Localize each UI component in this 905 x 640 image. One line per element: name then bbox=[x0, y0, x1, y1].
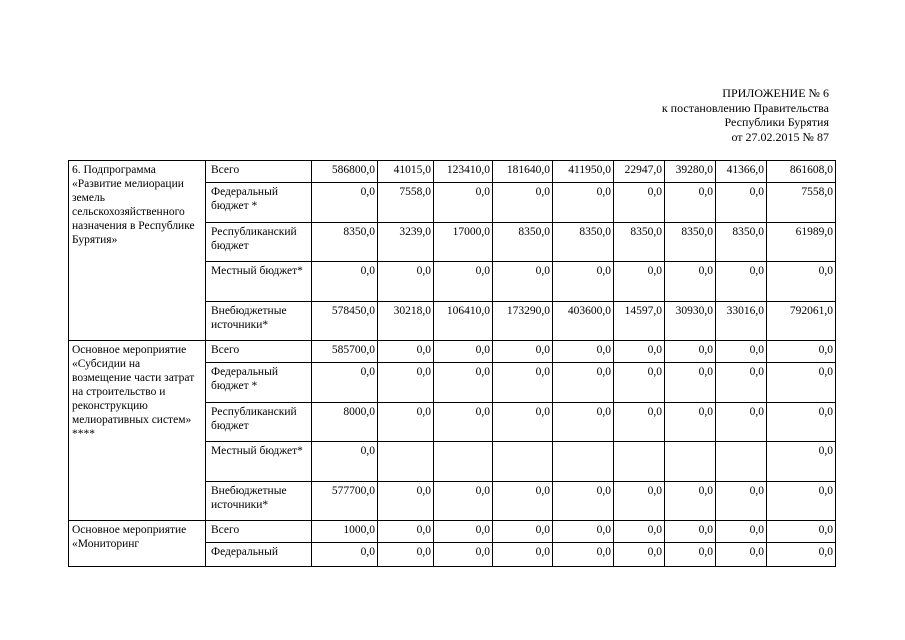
table-row bbox=[69, 161, 836, 183]
amount-cell: 0,0 bbox=[767, 521, 836, 543]
amount-cell: 41015,0 bbox=[378, 161, 434, 183]
amount-cell: 17000,0 bbox=[434, 223, 493, 262]
amount-cell: 3239,0 bbox=[378, 223, 434, 262]
amount-cell: 0,0 bbox=[614, 363, 665, 403]
amount-cell: 0,0 bbox=[614, 543, 665, 567]
amount-cell: 14597,0 bbox=[614, 302, 665, 341]
amount-cell: 0,0 bbox=[716, 403, 767, 442]
amount-cell: 0,0 bbox=[553, 482, 614, 521]
amount-cell: 22947,0 bbox=[614, 161, 665, 183]
amount-cell: 0,0 bbox=[312, 262, 378, 302]
amount-cell: 0,0 bbox=[767, 482, 836, 521]
amount-cell: 8350,0 bbox=[614, 223, 665, 262]
amount-cell: 0,0 bbox=[716, 521, 767, 543]
amount-cell: 0,0 bbox=[716, 482, 767, 521]
amount-cell: 0,0 bbox=[716, 363, 767, 403]
appendix-title: ПРИЛОЖЕНИЕ № 6 bbox=[722, 86, 829, 100]
amount-cell: 8350,0 bbox=[493, 223, 553, 262]
amount-cell: 861608,0 bbox=[767, 161, 836, 183]
amount-cell: 0,0 bbox=[493, 543, 553, 567]
amount-cell: 8350,0 bbox=[312, 223, 378, 262]
amount-cell: 0,0 bbox=[716, 543, 767, 567]
amount-cell: 0,0 bbox=[553, 521, 614, 543]
amount-cell: 0,0 bbox=[493, 341, 553, 363]
amount-cell: 0,0 bbox=[434, 363, 493, 403]
amount-cell: 61989,0 bbox=[767, 223, 836, 262]
amount-cell bbox=[493, 442, 553, 482]
amount-cell: 8000,0 bbox=[312, 403, 378, 442]
amount-cell bbox=[434, 442, 493, 482]
amount-cell bbox=[614, 442, 665, 482]
amount-cell: 585700,0 bbox=[312, 341, 378, 363]
amount-cell: 0,0 bbox=[434, 482, 493, 521]
amount-cell: 1000,0 bbox=[312, 521, 378, 543]
amount-cell: 0,0 bbox=[614, 482, 665, 521]
amount-cell: 0,0 bbox=[434, 183, 493, 223]
amount-cell: 0,0 bbox=[553, 341, 614, 363]
amount-cell: 0,0 bbox=[493, 262, 553, 302]
amount-cell: 577700,0 bbox=[312, 482, 378, 521]
budget-table bbox=[68, 160, 836, 567]
amount-cell: 0,0 bbox=[312, 543, 378, 567]
amount-cell: 0,0 bbox=[493, 521, 553, 543]
amount-cell: 0,0 bbox=[378, 363, 434, 403]
amount-cell: 0,0 bbox=[553, 403, 614, 442]
amount-cell: 0,0 bbox=[716, 262, 767, 302]
funding-source: Федеральный bbox=[206, 543, 312, 567]
program-name: Основное мероприятие «Мониторинг bbox=[69, 521, 206, 567]
amount-cell: 7558,0 bbox=[378, 183, 434, 223]
funding-source: Внебюджетные источники* bbox=[206, 302, 312, 341]
amount-cell: 0,0 bbox=[312, 442, 378, 482]
amount-cell: 403600,0 bbox=[553, 302, 614, 341]
amount-cell: 181640,0 bbox=[493, 161, 553, 183]
funding-source: Всего bbox=[206, 521, 312, 543]
amount-cell: 0,0 bbox=[493, 403, 553, 442]
amount-cell: 0,0 bbox=[767, 442, 836, 482]
amount-cell: 106410,0 bbox=[434, 302, 493, 341]
amount-cell: 0,0 bbox=[378, 341, 434, 363]
table-row bbox=[69, 521, 836, 543]
program-name: Основное мероприятие «Субсидии на возмещение части затрат на строительство и реконструкцию мелиоративных систем» **** bbox=[69, 341, 206, 521]
amount-cell: 0,0 bbox=[665, 403, 716, 442]
amount-cell: 792061,0 bbox=[767, 302, 836, 341]
amount-cell: 0,0 bbox=[553, 543, 614, 567]
amount-cell: 0,0 bbox=[716, 341, 767, 363]
amount-cell: 0,0 bbox=[553, 363, 614, 403]
amount-cell bbox=[553, 442, 614, 482]
amount-cell: 173290,0 bbox=[493, 302, 553, 341]
funding-source: Всего bbox=[206, 161, 312, 183]
amount-cell: 0,0 bbox=[767, 403, 836, 442]
funding-source: Республиканский бюджет bbox=[206, 403, 312, 442]
amount-cell: 0,0 bbox=[378, 543, 434, 567]
amount-cell: 0,0 bbox=[378, 403, 434, 442]
amount-cell: 0,0 bbox=[665, 183, 716, 223]
amount-cell: 8350,0 bbox=[553, 223, 614, 262]
amount-cell: 0,0 bbox=[312, 183, 378, 223]
amount-cell: 0,0 bbox=[614, 183, 665, 223]
funding-source: Всего bbox=[206, 341, 312, 363]
amount-cell: 0,0 bbox=[614, 341, 665, 363]
amount-cell: 33016,0 bbox=[716, 302, 767, 341]
funding-source: Местный бюджет* bbox=[206, 262, 312, 302]
amount-cell: 0,0 bbox=[434, 262, 493, 302]
appendix-header bbox=[662, 86, 829, 144]
amount-cell: 0,0 bbox=[665, 262, 716, 302]
amount-cell: 0,0 bbox=[434, 341, 493, 363]
amount-cell: 0,0 bbox=[493, 482, 553, 521]
table-row bbox=[69, 341, 836, 363]
amount-cell: 0,0 bbox=[614, 262, 665, 302]
funding-source: Местный бюджет* bbox=[206, 442, 312, 482]
amount-cell bbox=[665, 442, 716, 482]
funding-source: Федеральный бюджет * bbox=[206, 183, 312, 223]
amount-cell: 0,0 bbox=[665, 543, 716, 567]
amount-cell: 0,0 bbox=[434, 543, 493, 567]
amount-cell: 0,0 bbox=[614, 403, 665, 442]
amount-cell: 0,0 bbox=[434, 521, 493, 543]
amount-cell: 0,0 bbox=[434, 403, 493, 442]
amount-cell: 586800,0 bbox=[312, 161, 378, 183]
funding-source: Республиканский бюджет bbox=[206, 223, 312, 262]
amount-cell: 578450,0 bbox=[312, 302, 378, 341]
amount-cell bbox=[716, 442, 767, 482]
amount-cell: 0,0 bbox=[665, 363, 716, 403]
appendix-line-3: Республики Бурятия bbox=[724, 115, 829, 129]
amount-cell: 8350,0 bbox=[665, 223, 716, 262]
amount-cell: 7558,0 bbox=[767, 183, 836, 223]
appendix-line-4: от 27.02.2015 № 87 bbox=[731, 129, 829, 144]
amount-cell: 0,0 bbox=[767, 262, 836, 302]
amount-cell: 0,0 bbox=[614, 521, 665, 543]
funding-source: Федеральный бюджет * bbox=[206, 363, 312, 403]
amount-cell: 8350,0 bbox=[716, 223, 767, 262]
amount-cell: 0,0 bbox=[767, 363, 836, 403]
amount-cell bbox=[378, 442, 434, 482]
amount-cell: 0,0 bbox=[493, 363, 553, 403]
amount-cell: 30930,0 bbox=[665, 302, 716, 341]
amount-cell: 0,0 bbox=[378, 521, 434, 543]
amount-cell: 123410,0 bbox=[434, 161, 493, 183]
amount-cell: 0,0 bbox=[665, 482, 716, 521]
amount-cell: 0,0 bbox=[553, 183, 614, 223]
amount-cell: 0,0 bbox=[665, 341, 716, 363]
amount-cell: 41366,0 bbox=[716, 161, 767, 183]
amount-cell: 0,0 bbox=[665, 521, 716, 543]
amount-cell: 39280,0 bbox=[665, 161, 716, 183]
amount-cell: 0,0 bbox=[493, 183, 553, 223]
amount-cell: 0,0 bbox=[767, 543, 836, 567]
amount-cell: 0,0 bbox=[716, 183, 767, 223]
amount-cell: 411950,0 bbox=[553, 161, 614, 183]
program-name: 6. Подпрограмма «Развитие мелиорации земель сельскохозяйственного назначения в Республике Бурятия» bbox=[69, 161, 206, 341]
amount-cell: 0,0 bbox=[312, 363, 378, 403]
amount-cell: 30218,0 bbox=[378, 302, 434, 341]
amount-cell: 0,0 bbox=[553, 262, 614, 302]
funding-source: Внебюджетные источники* bbox=[206, 482, 312, 521]
amount-cell: 0,0 bbox=[767, 341, 836, 363]
amount-cell: 0,0 bbox=[378, 482, 434, 521]
appendix-line-2: к постановлению Правительства bbox=[661, 100, 829, 115]
amount-cell: 0,0 bbox=[378, 262, 434, 302]
